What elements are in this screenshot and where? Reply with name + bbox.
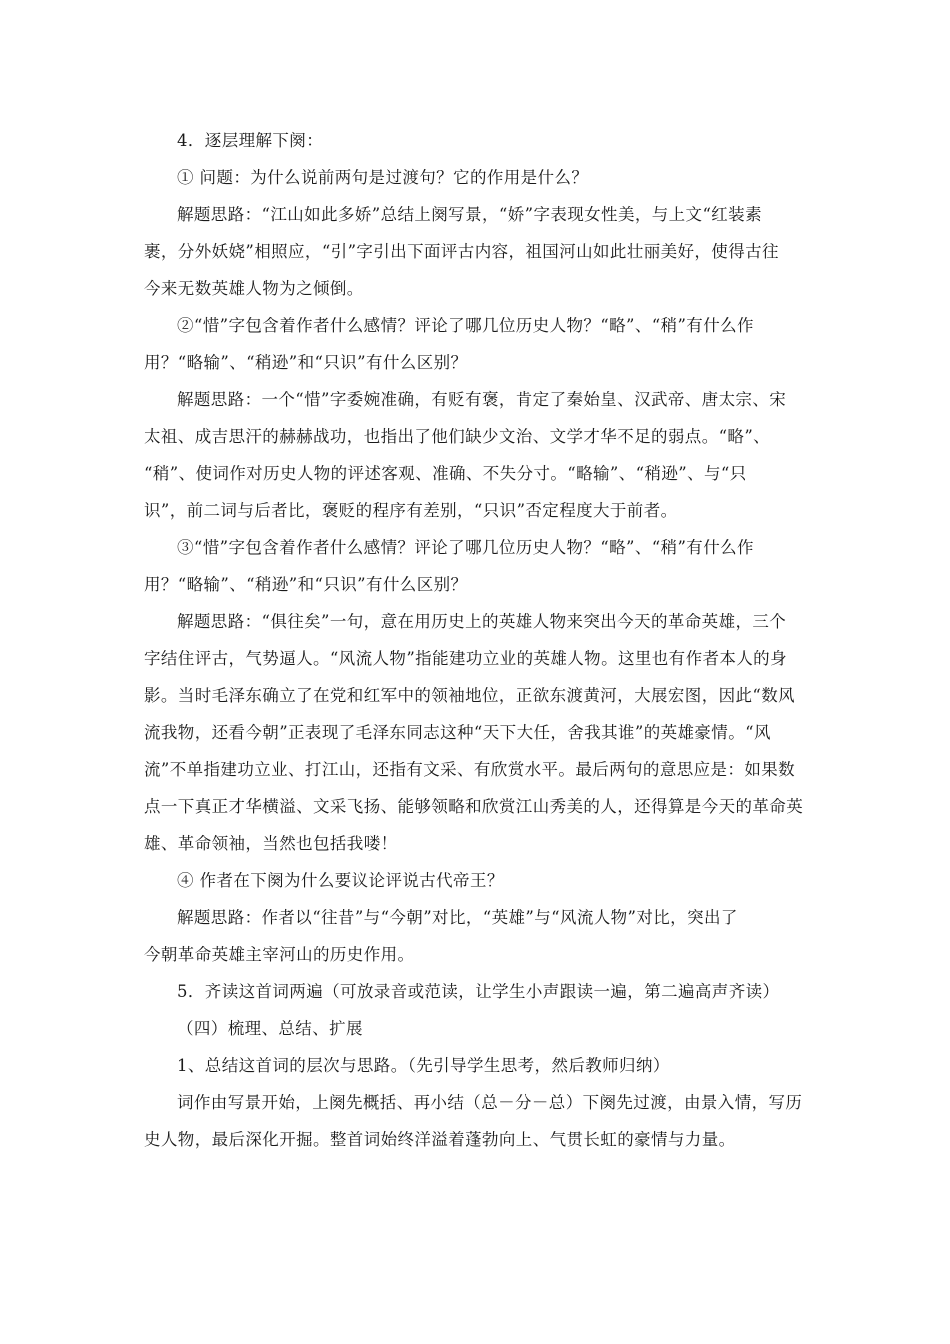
q4-3-question-line: 用？“略输”、“稍逊”和“只识”有什么区别？ bbox=[144, 575, 468, 594]
q4-3-answer-line: 字结住评古，气势逼人。“风流人物”指能建功立业的英雄人物。这里也有作者本人的身 bbox=[144, 649, 787, 668]
summary-1-body-line: 词作由写景开始，上阕先概括、再小结（总－分－总）下阕先过渡，由景入情，写历 bbox=[177, 1093, 803, 1112]
document-body bbox=[144, 122, 810, 1158]
q4-4-question: ④ 作者在下阕为什么要议论评说古代帝王？ bbox=[177, 871, 504, 890]
q4-3-answer-line: 解题思路：“俱往矣”一句，意在用历史上的英雄人物来突出今天的革命英雄，三个 bbox=[177, 612, 787, 631]
q5-line: 5．齐读这首词两遍（可放录音或范读，让学生小声跟读一遍，第二遍高声齐读） bbox=[177, 982, 780, 1001]
q4-3-question-line: ③“惜”字包含着作者什么感情？评论了哪几位历史人物？“略”、“稍”有什么作 bbox=[177, 538, 754, 557]
summary-1-heading: 1、总结这首词的层次与思路。（先引导学生思考，然后教师归纳） bbox=[177, 1056, 670, 1075]
q4-3-answer-line: 流我物，还看今朝”正表现了毛泽东同志这种“天下大任，舍我其谁”的英雄豪情。“风 bbox=[144, 723, 771, 742]
q4-2-answer-line: 识”，前二词与后者比，褒贬的程序有差别，“只识”否定程度大于前者。 bbox=[144, 501, 678, 520]
q4-1-answer-line: 解题思路：“江山如此多娇”总结上阕写景，“娇”字表现女性美，与上文“红装素 bbox=[177, 205, 762, 224]
q4-3-answer-line: 雄、革命领袖，当然也包括我喽！ bbox=[144, 834, 398, 853]
q4-3-answer-line: 影。当时毛泽东确立了在党和红军中的领袖地位，正欲东渡黄河，大展宏图，因此“数风 bbox=[144, 686, 796, 705]
q4-1-answer-line: 今来无数英雄人物为之倾倒。 bbox=[144, 279, 364, 298]
summary-1-body-line: 史人物，最后深化开掘。整首词始终洋溢着蓬勃向上、气贯长虹的豪情与力量。 bbox=[144, 1130, 736, 1149]
q4-3-answer-line: 流”不单指建功立业、打江山，还指有文采、有欣赏水平。最后两句的意思应是：如果数 bbox=[144, 760, 796, 779]
part4-heading: （四）梳理、总结、扩展 bbox=[177, 1019, 363, 1038]
q4-2-answer-line: 太祖、成吉思汗的赫赫战功，也指出了他们缺少文治、文学才华不足的弱点。“略”、 bbox=[144, 427, 771, 446]
q4-2-question-line: 用？“略输”、“稍逊”和“只识”有什么区别？ bbox=[144, 353, 468, 372]
q4-2-answer-line: “稍”、使词作对历史人物的评述客观、准确、不失分寸。“略输”、“稍逊”、与“只 bbox=[144, 464, 747, 483]
q4-4-answer-line: 解题思路：作者以“往昔”与“今朝”对比，“英雄”与“风流人物”对比，突出了 bbox=[177, 908, 738, 927]
q4-2-question-line: ②“惜”字包含着作者什么感情？评论了哪几位历史人物？“略”、“稍”有什么作 bbox=[177, 316, 754, 335]
q4-4-answer-line: 今朝革命英雄主宰河山的历史作用。 bbox=[144, 945, 415, 964]
q4-1-answer-line: 裹，分外妖娆”相照应，“引”字引出下面评古内容，祖国河山如此壮丽美好，使得古往 bbox=[144, 242, 779, 261]
q4-3-answer-line: 点一下真正才华横溢、文采飞扬、能够领略和欣赏江山秀美的人，还得算是今天的革命英 bbox=[144, 797, 804, 816]
q4-2-answer-line: 解题思路：一个“惜”字委婉准确，有贬有褒，肯定了秦始皇、汉武帝、唐太宗、宋 bbox=[177, 390, 787, 409]
q4-1-question: ① 问题：为什么说前两句是过渡句？它的作用是什么？ bbox=[177, 168, 589, 187]
q4-heading: 4．逐层理解下阕： bbox=[177, 131, 324, 150]
